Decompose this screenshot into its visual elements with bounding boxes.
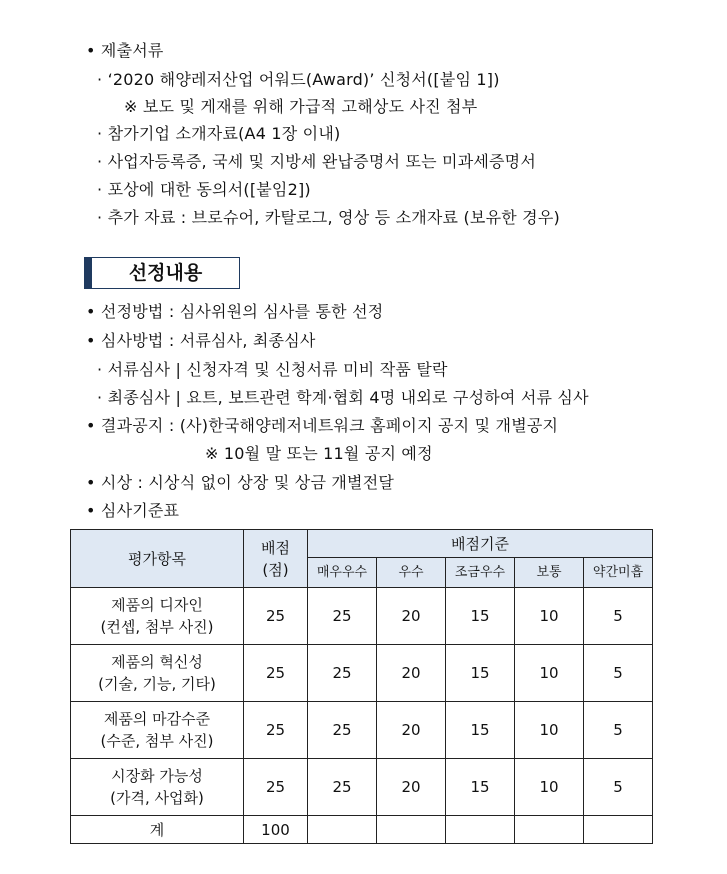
- row-score: 25: [244, 588, 308, 645]
- row-value-good: 20: [377, 759, 446, 816]
- row-item-name: 시장화 가능성: [111, 767, 203, 785]
- empty-cell: [584, 816, 653, 844]
- submission-item-additional: · 추가 자료 : 브로슈어, 카탈로그, 영상 등 소개자료 (보유한 경우): [97, 208, 560, 227]
- empty-cell: [446, 816, 515, 844]
- row-item-cell: [71, 759, 244, 816]
- row-score: 25: [244, 759, 308, 816]
- row-value-poor: 5: [584, 702, 653, 759]
- header-level-poor: 약간미흡: [584, 558, 653, 588]
- row-value-fair: 15: [446, 645, 515, 702]
- row-item-cell: [71, 702, 244, 759]
- row-item-name: 제품의 마감수준: [103, 710, 211, 728]
- row-value-average: 10: [515, 645, 584, 702]
- header-level-average: 보통: [515, 558, 584, 588]
- table-total-row: [71, 816, 653, 844]
- row-value-average: 10: [515, 759, 584, 816]
- row-value-average: 10: [515, 588, 584, 645]
- row-value-poor: 5: [584, 759, 653, 816]
- row-score: 25: [244, 702, 308, 759]
- row-value-excellent: 25: [308, 759, 377, 816]
- criteria-table: [70, 529, 653, 844]
- submission-heading: • 제출서류: [86, 41, 164, 60]
- row-item-detail: (수준, 첨부 사진): [100, 732, 214, 750]
- empty-cell: [308, 816, 377, 844]
- total-label: 계: [71, 816, 244, 844]
- header-evaluation-item: 평가항목: [71, 530, 244, 588]
- table-row: [71, 702, 653, 759]
- header-level-good: 우수: [377, 558, 446, 588]
- row-value-excellent: 25: [308, 702, 377, 759]
- header-score-label: 배점: [261, 538, 290, 557]
- header-level-excellent: 매우우수: [308, 558, 377, 588]
- submission-note-photo: ※ 보도 및 게재를 위해 가급적 고해상도 사진 첨부: [124, 97, 478, 116]
- submission-item-consent: · 포상에 대한 동의서([붙임2]): [97, 180, 311, 199]
- row-value-poor: 5: [584, 645, 653, 702]
- row-value-fair: 15: [446, 702, 515, 759]
- row-value-excellent: 25: [308, 645, 377, 702]
- table-row: [71, 588, 653, 645]
- row-item-detail: (컨셉, 첨부 사진): [100, 618, 214, 636]
- row-item-detail: (가격, 사업화): [110, 789, 204, 807]
- row-value-good: 20: [377, 645, 446, 702]
- review-final-stage: · 최종심사 | 요트, 보트관련 학계·협회 4명 내외로 구성하여 서류 심사: [97, 388, 589, 407]
- submission-item-application: · ‘2020 해양레저산업 어워드(Award)’ 신청서([붙임 1]): [97, 70, 500, 89]
- header-scoring-criteria: 배점기준: [308, 530, 653, 558]
- submission-item-certificates: · 사업자등록증, 국세 및 지방세 완납증명서 또는 미과세증명서: [97, 152, 536, 171]
- row-score: 25: [244, 645, 308, 702]
- row-item-cell: [71, 645, 244, 702]
- row-value-excellent: 25: [308, 588, 377, 645]
- submission-item-company-intro: · 참가기업 소개자료(A4 1장 이내): [97, 124, 341, 143]
- row-value-good: 20: [377, 702, 446, 759]
- row-value-poor: 5: [584, 588, 653, 645]
- header-score: [244, 530, 308, 588]
- row-item-name: 제품의 혁신성: [111, 653, 203, 671]
- total-value: 100: [244, 816, 308, 844]
- empty-cell: [377, 816, 446, 844]
- table-row: [71, 645, 653, 702]
- row-value-average: 10: [515, 702, 584, 759]
- row-value-fair: 15: [446, 588, 515, 645]
- criteria-table-heading: • 심사기준표: [86, 501, 180, 520]
- review-method: • 심사방법 : 서류심사, 최종심사: [86, 331, 316, 350]
- result-announcement: • 결과공지 : (사)한국해양레저네트워크 홈페이지 공지 및 개별공지: [86, 416, 559, 435]
- table-row: [71, 759, 653, 816]
- announcement-schedule-note: ※ 10월 말 또는 11월 공지 예정: [205, 444, 433, 463]
- header-score-unit: (점): [262, 560, 289, 579]
- row-item-cell: [71, 588, 244, 645]
- award-method: • 시상 : 시상식 없이 상장 및 상금 개별전달: [86, 473, 395, 492]
- row-value-fair: 15: [446, 759, 515, 816]
- header-level-fair: 조금우수: [446, 558, 515, 588]
- selection-method: • 선정방법 : 심사위원의 심사를 통한 선정: [86, 302, 384, 321]
- empty-cell: [515, 816, 584, 844]
- section-title-selection: 선정내용: [84, 257, 240, 289]
- row-value-good: 20: [377, 588, 446, 645]
- row-item-name: 제품의 디자인: [111, 596, 203, 614]
- review-document-stage: · 서류심사 | 신청자격 및 신청서류 미비 작품 탈락: [97, 360, 448, 379]
- row-item-detail: (기술, 기능, 기타): [98, 675, 216, 693]
